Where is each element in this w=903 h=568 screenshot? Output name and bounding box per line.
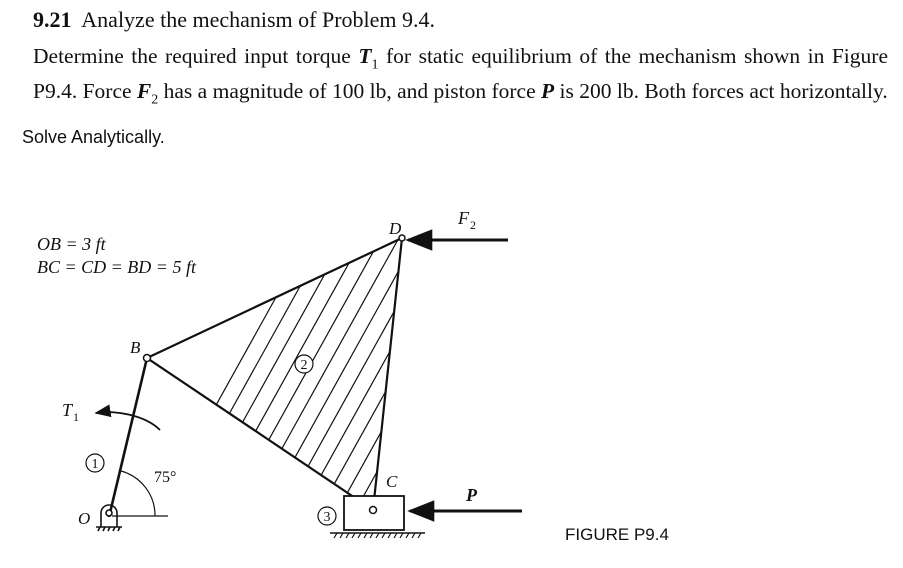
label-t: T bbox=[62, 400, 73, 420]
label-f: F bbox=[458, 208, 469, 228]
statement-part-2: for static equilibrium of the mechanism shown in Figure P9.4. Force bbox=[33, 44, 888, 104]
pin-b bbox=[144, 355, 151, 362]
label-t-sub: 1 bbox=[73, 410, 79, 424]
dimension-ob: OB = 3 ft bbox=[37, 234, 106, 254]
ground-pivot-o bbox=[96, 505, 122, 531]
label-p: P bbox=[466, 485, 477, 505]
figure-caption: FIGURE P9.4 bbox=[565, 525, 669, 544]
torque-symbol: T bbox=[358, 44, 372, 68]
pin-c bbox=[370, 507, 377, 514]
label-d: D bbox=[389, 219, 402, 238]
force-symbol: F bbox=[136, 79, 152, 104]
torque-t1-arrow bbox=[96, 412, 160, 430]
statement-part-3: has a magnitude of 100 lb, and piston force bbox=[158, 79, 541, 104]
label-f-sub: 2 bbox=[470, 218, 476, 232]
force-subscript: 2 bbox=[151, 92, 159, 108]
problem-number: 9.21 bbox=[33, 7, 72, 32]
label-o: O bbox=[78, 509, 91, 528]
link1-crank bbox=[109, 358, 147, 517]
dimension-bc-cd-bd: BC = CD = BD = 5 ft bbox=[37, 257, 196, 277]
torque-subscript: 1 bbox=[371, 57, 379, 73]
piston-force-symbol: P bbox=[541, 79, 555, 104]
statement-part-1: Determine the required input torque bbox=[33, 44, 359, 68]
link3-number: 3 bbox=[323, 510, 331, 525]
slider-ground bbox=[330, 533, 425, 538]
statement-part-4: is 200 lb. Both forces act horizontally. bbox=[554, 79, 888, 104]
link1-number: 1 bbox=[91, 457, 99, 472]
link2-number: 2 bbox=[300, 358, 308, 373]
problem-heading: Analyze the mechanism of Problem 9.4. bbox=[81, 7, 436, 32]
link2-triangle bbox=[147, 238, 402, 510]
label-c: C bbox=[386, 472, 398, 491]
label-angle: 75° bbox=[154, 469, 177, 486]
label-b: B bbox=[130, 338, 141, 357]
solve-instruction: Solve Analytically. bbox=[22, 127, 165, 147]
